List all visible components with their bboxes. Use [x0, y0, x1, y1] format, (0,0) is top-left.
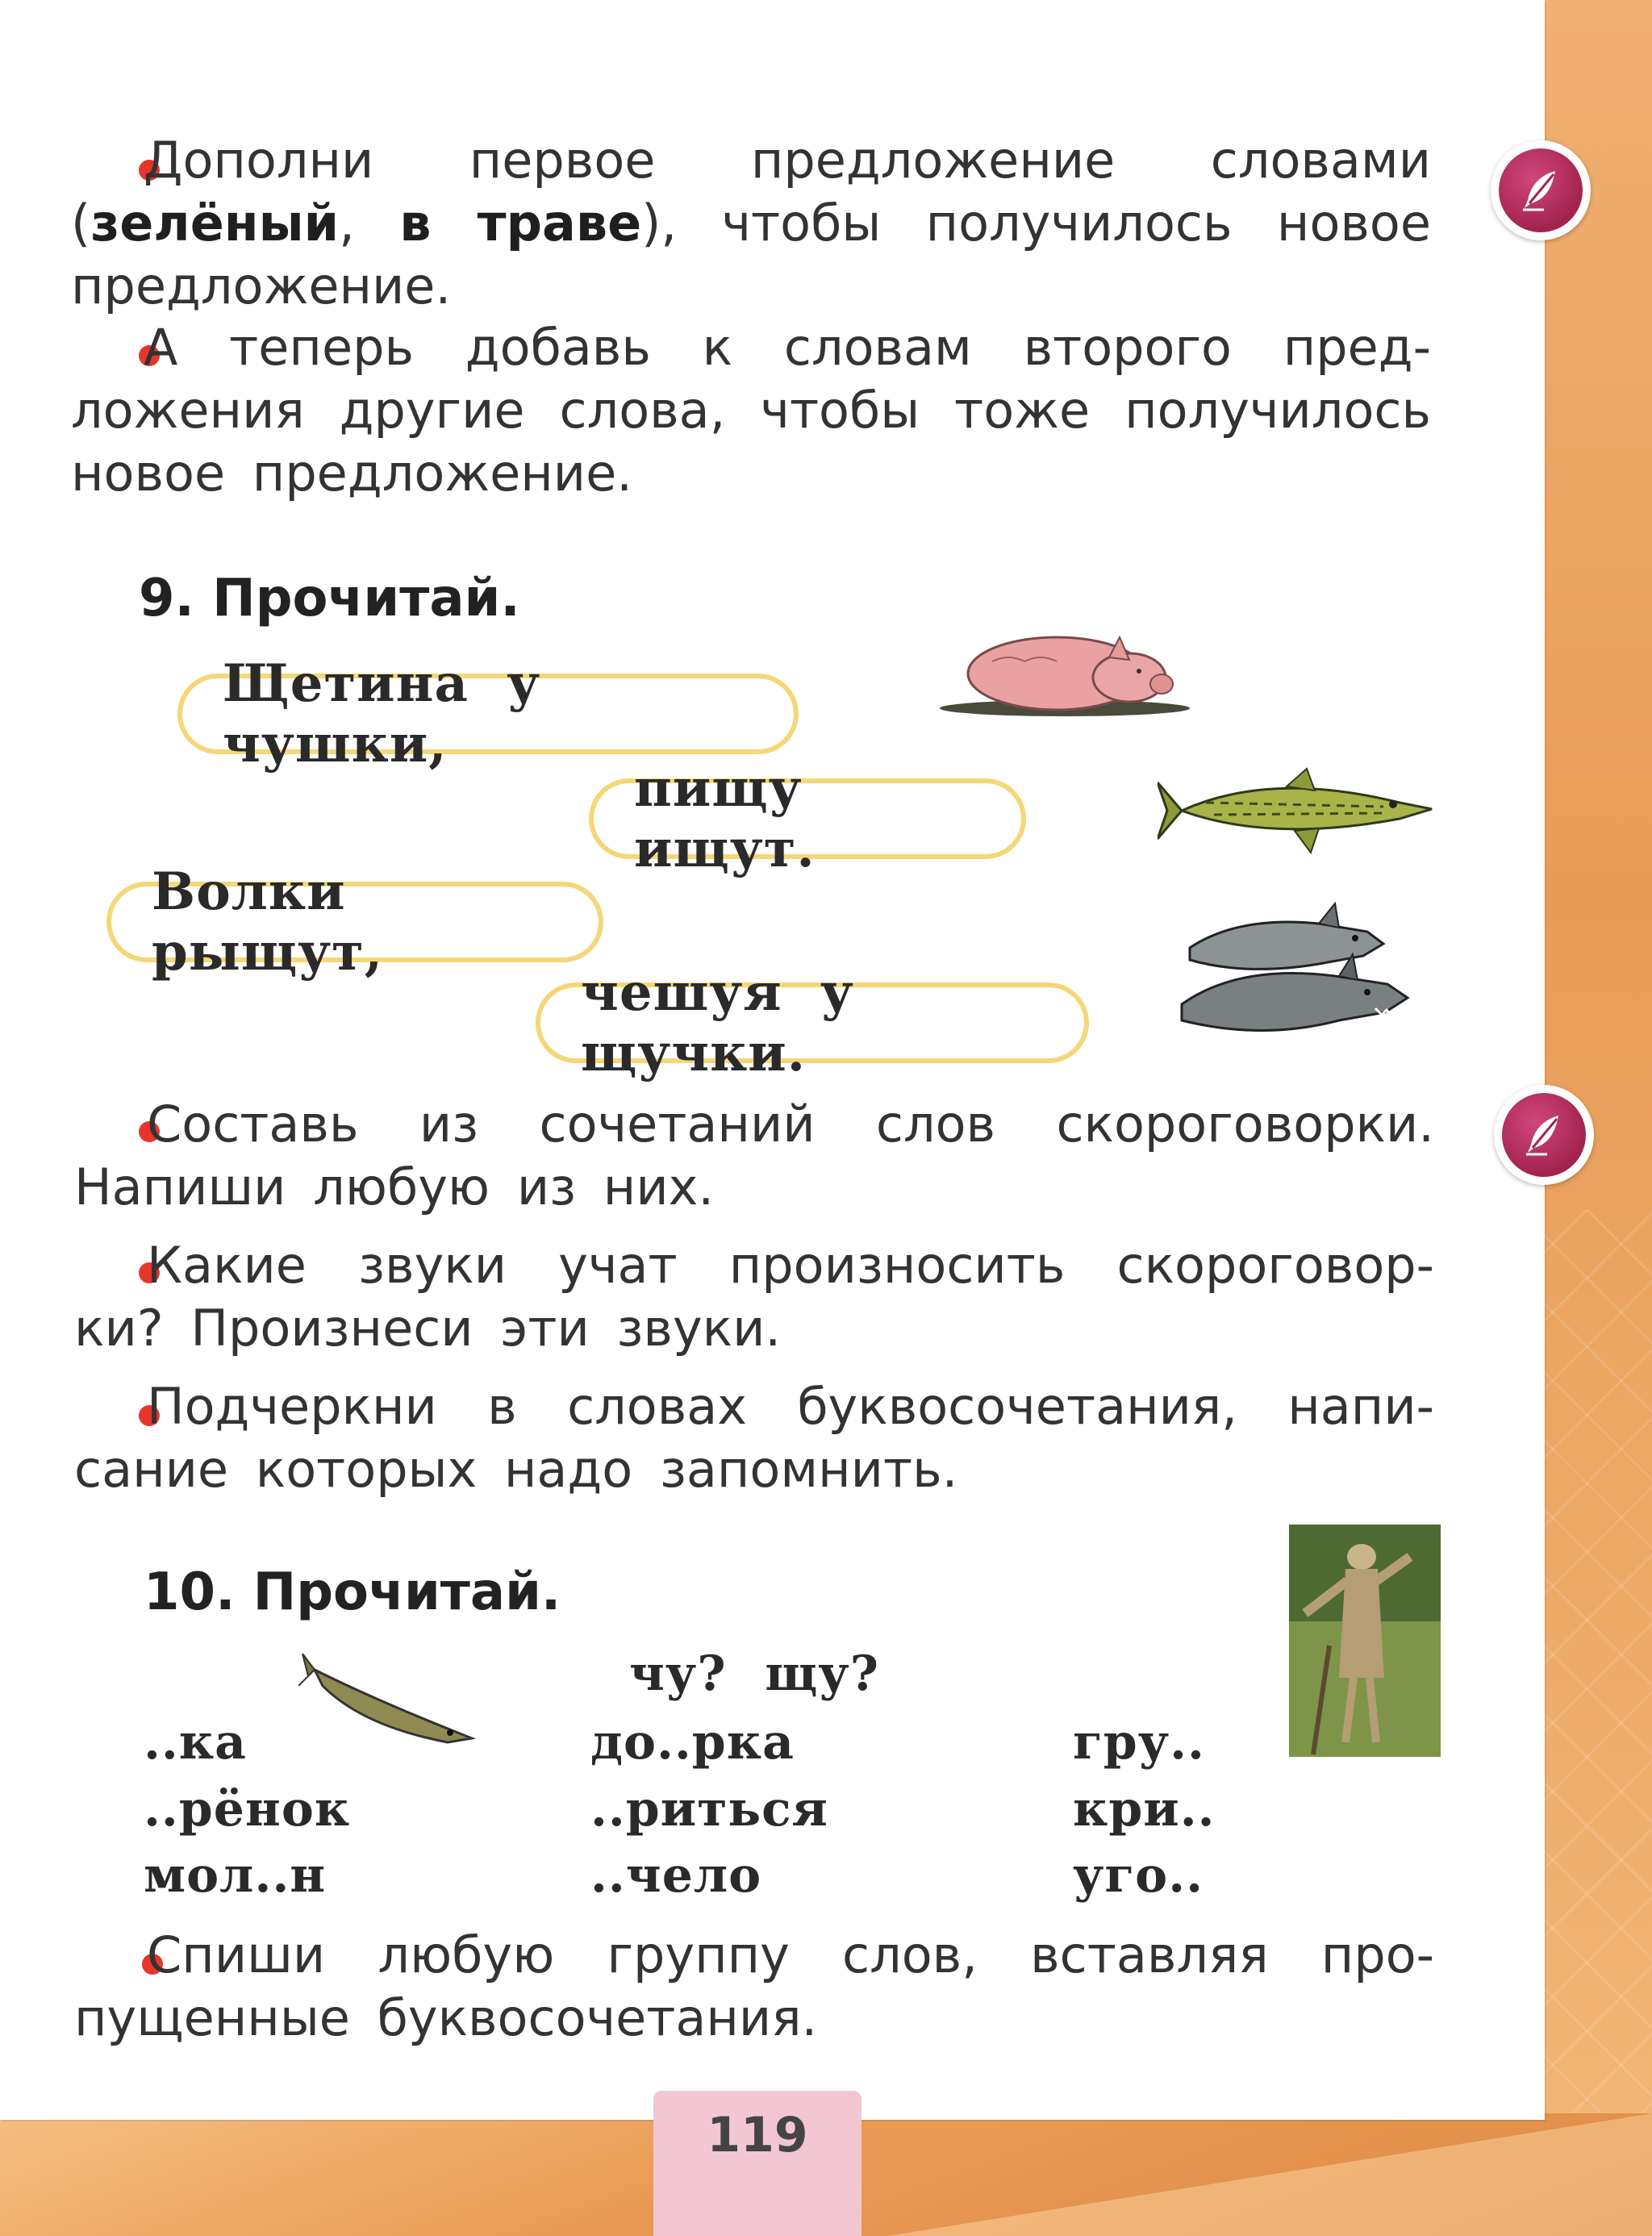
- exercise-10-heading: 10. Прочитай.: [144, 1562, 561, 1622]
- text-line: предложение.: [71, 257, 452, 315]
- exercise-9-heading: 9. Прочитай.: [139, 569, 520, 628]
- small-pike-illustration: [298, 1654, 476, 1758]
- intro-paragraph-1: [71, 129, 1431, 318]
- word-blank: ..ка: [144, 1714, 247, 1771]
- text-line: Подчеркни в словах буквосочетания, напи-: [147, 1377, 1434, 1436]
- task-paragraph: [74, 1093, 1434, 1219]
- text-line: Напиши любую из них.: [74, 1158, 715, 1216]
- feather-pen-icon: [1491, 140, 1591, 240]
- task-paragraph: [74, 1924, 1434, 2050]
- word-blank: ..риться: [590, 1781, 828, 1838]
- task-paragraph: [74, 1234, 1434, 1360]
- text-line: Какие звуки учат произносить скороговор-: [147, 1236, 1434, 1295]
- text-line: Дополни первое предложение словами: [144, 131, 1431, 190]
- intro-paragraph-2: [71, 316, 1431, 505]
- word-blank: мол..н: [144, 1847, 327, 1904]
- phrase-card: Щетина у чушки,: [177, 674, 799, 754]
- scarecrow-photo: [1289, 1525, 1441, 1757]
- text-line: Спиши любую группу слов, вставляя про-: [147, 1925, 1434, 1984]
- text-line: пущенные буквосочетания.: [74, 1988, 818, 2047]
- word-blank: кри..: [1073, 1781, 1216, 1838]
- word-blank: уго..: [1073, 1847, 1204, 1904]
- page-number: 119: [653, 2091, 861, 2236]
- pike-fish-illustration: [1158, 762, 1440, 859]
- word-blank: гру..: [1073, 1714, 1205, 1771]
- bold-word: в траве: [399, 194, 642, 252]
- text-line: сание которых надо запомнить.: [74, 1440, 958, 1499]
- text-line: ложения другие слова, чтобы тоже получилось: [71, 381, 1431, 440]
- text-line: А теперь добавь к словам второго пред-: [144, 318, 1431, 377]
- word-blank: ..рёнок: [144, 1781, 351, 1838]
- task-paragraph: [74, 1375, 1434, 1501]
- phrase-card: пищу ищут.: [589, 778, 1026, 859]
- phrase-card: Волки рыщут,: [106, 882, 603, 962]
- text-line: новое предложение.: [71, 444, 632, 503]
- text-line: (зелёный, в траве), чтобы получилось новое: [71, 194, 1432, 252]
- pig-illustration: [936, 613, 1194, 722]
- text-line: Составь из сочетаний слов скороговорки.: [147, 1095, 1434, 1153]
- phrase-card: чешуя у щучки.: [536, 982, 1089, 1063]
- background-triangle: [887, 2113, 1652, 2236]
- word-blank: ..чело: [590, 1847, 762, 1904]
- text-line: ки? Произнеси эти звуки.: [74, 1299, 782, 1358]
- feather-pen-icon: [1494, 1085, 1594, 1185]
- choice-prompt: чу? щу?: [629, 1646, 879, 1702]
- wolves-illustration: [1174, 899, 1420, 1061]
- word-blank: до..рка: [590, 1714, 795, 1771]
- bold-word: зелёный: [90, 194, 340, 252]
